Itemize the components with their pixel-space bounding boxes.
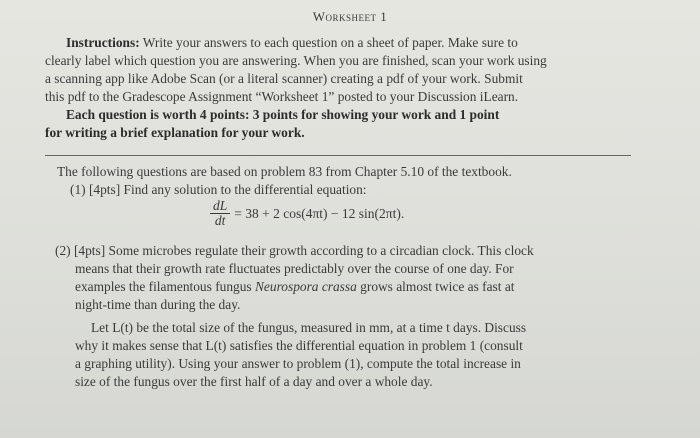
intro-text: The following questions are based on problem 83 from Chapter 5.10 of the textbook. (57, 164, 512, 179)
differential-equation (210, 199, 404, 228)
fraction-numerator: dL (210, 199, 230, 214)
question-2-para2-line-1: Let L(t) be the total size of the fungus, measured in mm, at a time t days. Discuss (91, 320, 527, 335)
derivative-fraction (210, 199, 230, 228)
page-title: Worksheet 1 (312, 9, 388, 24)
divider (45, 155, 631, 156)
instructions-text-1: Write your answers to each question on a sheet of paper. Make sure to (139, 35, 518, 50)
equation-rhs: = 38 + 2 cos(4πt) − 12 sin(2πt). (234, 205, 405, 221)
instructions-line-2: clearly label which question you are answering. When you are finished, scan your work using (45, 53, 547, 68)
question-2-para2-line-2: why it makes sense that L(t) satisfies the differential equation in problem 1 (consult (75, 338, 523, 353)
q2-line3-a: examples the filamentous fungus (75, 279, 255, 294)
instructions-line-3: a scanning app like Adobe Scan (or a literal scanner) creating a pdf of your work. Submit (45, 71, 523, 86)
instructions-label: Instructions: (66, 35, 140, 50)
instructions-line-4: this pdf to the Gradescope Assignment “Worksheet 1” posted to your Discussion iLearn. (45, 89, 519, 104)
question-2-para2-line-4: size of the fungus over the first half of a day and over a whole day. (75, 374, 433, 389)
question-2-line-2: means that their growth rate fluctuates predictably over the course of one day. For (75, 261, 514, 276)
question-2-line-3 (75, 279, 515, 295)
question-1-text: (1) [4pts] Find any solution to the differential equation: (70, 182, 367, 197)
points-line-1: Each question is worth 4 points: 3 points for showing your work and 1 point (66, 107, 500, 122)
species-name: Neurospora crassa (255, 279, 357, 294)
question-2-line-1: (2) [4pts] Some microbes regulate their growth according to a circadian clock. This clock (55, 243, 534, 258)
points-line-2: for writing a brief explanation for your work. (45, 125, 305, 140)
fraction-denominator: dt (214, 213, 226, 228)
q2-line3-b: grows almost twice as fast at (356, 279, 515, 294)
question-2-para2-line-3: a graphing utility). Using your answer to problem (1), compute the total increase in (75, 356, 521, 371)
instructions-line-1 (66, 35, 518, 51)
question-2-line-4: night-time than during the day. (75, 297, 241, 312)
